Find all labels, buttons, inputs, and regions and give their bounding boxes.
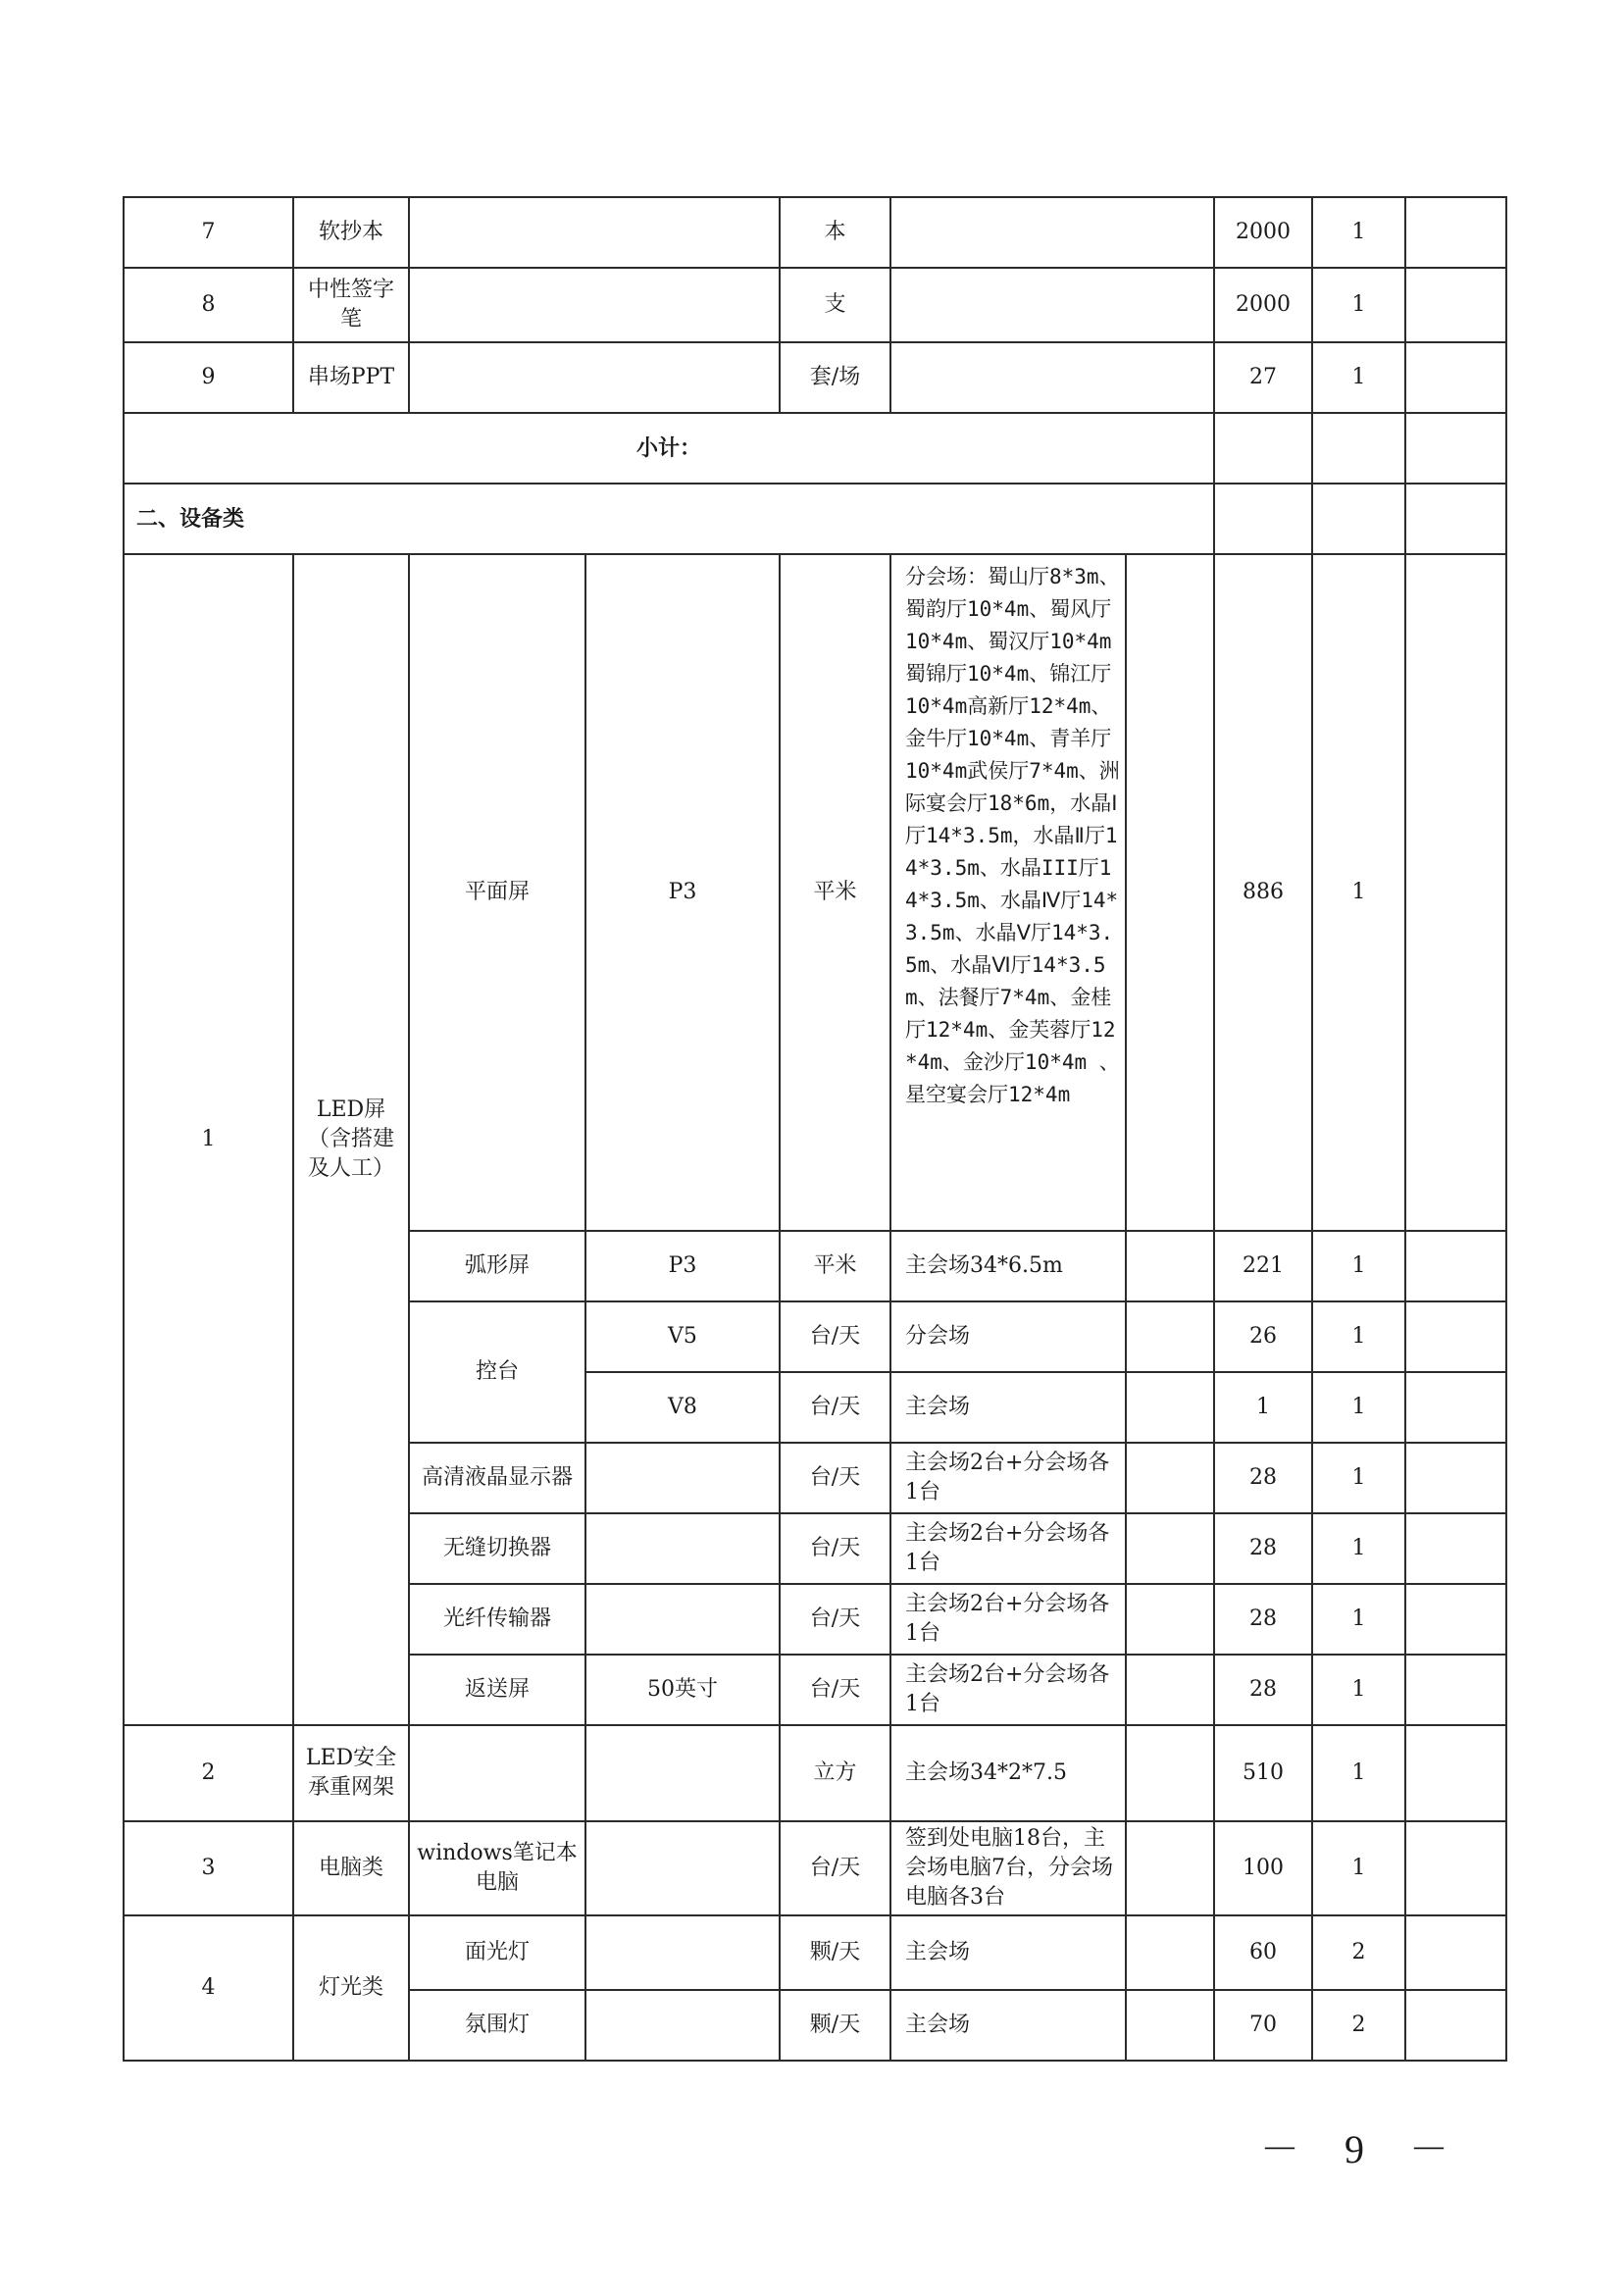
description: 签到处电脑18台，主会场电脑7台，分会场电脑各3台 [890,1821,1126,1915]
sub-item: 无缝切换器 [409,1513,585,1584]
spec: V5 [585,1301,780,1372]
sub-item: 平面屏 [409,554,585,1231]
days: 1 [1312,1443,1405,1513]
unit: 台/天 [780,1372,890,1443]
unit: 颗/天 [780,1990,890,2061]
row-number: 1 [124,554,293,1725]
days: 1 [1312,1821,1405,1915]
sub-item: 光纤传输器 [409,1584,585,1655]
quantity: 28 [1214,1655,1312,1725]
table-row [124,342,1506,413]
item-name: 软抄本 [293,197,409,268]
table-row [124,554,1506,1231]
quantity: 886 [1214,554,1312,1231]
days: 1 [1312,342,1405,413]
days: 1 [1312,1513,1405,1584]
row-number: 8 [124,268,293,342]
table-row [124,197,1506,268]
quantity: 100 [1214,1821,1312,1915]
unit: 台/天 [780,1584,890,1655]
item-name: 灯光类 [293,1915,409,2061]
description: 主会场 [890,1915,1126,1990]
table-row [124,268,1506,342]
days: 1 [1312,1655,1405,1725]
quantity: 70 [1214,1990,1312,2061]
description: 主会场34*6.5m [890,1231,1126,1301]
days: 1 [1312,1584,1405,1655]
description: 主会场2台+分会场各1台 [890,1655,1126,1725]
sub-item: 氛围灯 [409,1990,585,2061]
item-name: 电脑类 [293,1821,409,1915]
section-title: 二、设备类 [124,484,1214,554]
unit: 平米 [780,554,890,1231]
days: 1 [1312,1372,1405,1443]
quantity: 26 [1214,1301,1312,1372]
item-name: 串场PPT [293,342,409,413]
row-number: 3 [124,1821,293,1915]
unit: 颗/天 [780,1915,890,1990]
days: 2 [1312,1915,1405,1990]
spec [585,1443,780,1513]
days: 1 [1312,554,1405,1231]
spec: 50英寸 [585,1655,780,1725]
days: 1 [1312,197,1405,268]
row-number: 2 [124,1725,293,1821]
page-number: － 9 － [1260,2127,1466,2171]
unit: 本 [780,197,890,268]
quantity: 28 [1214,1584,1312,1655]
spec [585,1584,780,1655]
unit: 套/场 [780,342,890,413]
procurement-table [123,196,1507,2062]
quantity: 510 [1214,1725,1312,1821]
sub-item: 返送屏 [409,1655,585,1725]
days: 1 [1312,1231,1405,1301]
quantity: 2000 [1214,268,1312,342]
sub-item: 控台 [409,1301,585,1443]
unit: 台/天 [780,1655,890,1725]
description: 主会场2台+分会场各1台 [890,1584,1126,1655]
item-name: 中性签字笔 [293,268,409,342]
sub-item: 面光灯 [409,1915,585,1990]
description: 主会场34*2*7.5 [890,1725,1126,1821]
unit: 台/天 [780,1821,890,1915]
description: 分会场 [890,1301,1126,1372]
subtotal-row [124,413,1506,484]
quantity: 60 [1214,1915,1312,1990]
spec [585,1513,780,1584]
description: 主会场 [890,1990,1126,2061]
unit: 平米 [780,1231,890,1301]
description: 主会场2台+分会场各1台 [890,1443,1126,1513]
sub-item: 高清液晶显示器 [409,1443,585,1513]
days: 1 [1312,1725,1405,1821]
section-row [124,484,1506,554]
unit: 支 [780,268,890,342]
item-name: LED安全承重网架 [293,1725,409,1821]
sub-item: 弧形屏 [409,1231,585,1301]
quantity: 28 [1214,1443,1312,1513]
row-number: 4 [124,1915,293,2061]
spec: V8 [585,1372,780,1443]
quantity: 221 [1214,1231,1312,1301]
unit: 台/天 [780,1301,890,1372]
unit: 台/天 [780,1513,890,1584]
days: 2 [1312,1990,1405,2061]
item-name: LED屏（含搭建及人工） [293,554,409,1725]
description: 主会场 [890,1372,1126,1443]
table-row [124,1821,1506,1915]
spec: P3 [585,1231,780,1301]
quantity: 28 [1214,1513,1312,1584]
spec: P3 [585,554,780,1231]
unit: 立方 [780,1725,890,1821]
subtotal-label: 小计： [124,413,1214,484]
table-row [124,1915,1506,1990]
description: 主会场2台+分会场各1台 [890,1513,1126,1584]
row-number: 9 [124,342,293,413]
sub-item: windows笔记本电脑 [409,1821,585,1915]
days: 1 [1312,1301,1405,1372]
quantity: 2000 [1214,197,1312,268]
days: 1 [1312,268,1405,342]
row-number: 7 [124,197,293,268]
description: 分会场：蜀山厅8*3m、蜀韵厅10*4m、蜀风厅10*4m、蜀汉厅10*4m蜀锦厅10*4m、锦江厅10*4m高新厅12*4m、金牛厅10*4m、青羊厅10*4m武侯厅7*4m、洲际宴会厅18*6m，水晶Ⅰ厅14*3.5m，水晶Ⅱ厅14*3.5m、水晶III厅14*3.5m、水晶Ⅳ厅14*3.5m、水晶Ⅴ厅14*3.5m、水晶Ⅵ厅14*3.5m、法餐厅7*4m、金桂厅12*4m、金芙蓉厅12*4m、金沙厅10*4m 、星空宴会厅12*4m [890,554,1126,1231]
quantity: 27 [1214,342,1312,413]
unit: 台/天 [780,1443,890,1513]
quantity: 1 [1214,1372,1312,1443]
table-row [124,1725,1506,1821]
